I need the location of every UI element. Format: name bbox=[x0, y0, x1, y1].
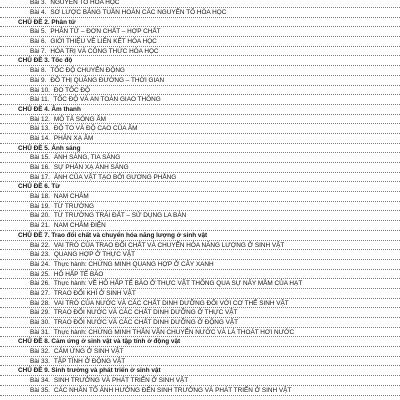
lesson-number: Bài 34. bbox=[30, 377, 50, 385]
lesson-title: CÁC NHÂN TỐ ẢNH HƯỞNG ĐẾN SINH TRƯỞNG VÀ PHÁT TRIỂN Ở SINH VẬT bbox=[53, 386, 292, 394]
lesson-title: SỰ PHẢN XẠ ÁNH SÁNG bbox=[53, 164, 129, 171]
lesson-number: Bài 3. bbox=[30, 0, 47, 6]
lesson-entry bbox=[0, 318, 400, 328]
lesson-number: Bài 22. bbox=[30, 241, 50, 249]
lesson-entry bbox=[0, 357, 400, 367]
lesson-entry bbox=[0, 279, 400, 289]
chapter-title: CHỦ ĐỀ 9. Sinh trưởng và phát triển ở sinh vật bbox=[18, 367, 161, 375]
lesson-number: Bài 16. bbox=[30, 164, 50, 171]
chapter-heading bbox=[0, 182, 400, 192]
lesson-title: TẬP TÍNH Ở ĐỘNG VẬT bbox=[53, 357, 126, 365]
lesson-title: ĐỘ TO VÀ ĐỘ CAO CỦA ÂM bbox=[53, 125, 138, 133]
lesson-entry bbox=[0, 115, 400, 125]
lesson-title: PHẢN XẠ ÂM bbox=[53, 134, 94, 142]
lesson-title: QUANG HỢP Ở THỰC VẬT bbox=[53, 251, 136, 259]
lesson-number: Bài 17. bbox=[30, 173, 50, 181]
lesson-entry bbox=[0, 134, 400, 144]
lesson-number: Bài 29. bbox=[30, 309, 50, 317]
chapter-title: CHỦ ĐỀ 4. Âm thanh bbox=[18, 105, 81, 113]
chapter-heading bbox=[0, 144, 400, 154]
lesson-title: NGUYÊN TỐ HÓA HỌC bbox=[50, 0, 120, 6]
lesson-title: TRAO ĐỔI NƯỚC VÀ CÁC CHẤT DINH DƯỠNG Ở THỰC VẬT bbox=[53, 309, 238, 317]
lesson-entry bbox=[0, 124, 400, 134]
lesson-number: Bài 7. bbox=[30, 47, 47, 55]
chapter-title: CHỦ ĐỀ 5. Ánh sáng bbox=[18, 144, 81, 152]
lesson-number: Bài 13. bbox=[30, 125, 50, 133]
lesson-entry bbox=[0, 173, 400, 183]
lesson-title: ĐO TỐC ĐỘ bbox=[53, 86, 91, 94]
lesson-title: PHÂN TỬ – ĐƠN CHẤT – HỢP CHẤT bbox=[50, 28, 161, 36]
lesson-title: ÁNH SÁNG, TIA SÁNG bbox=[53, 154, 121, 162]
lesson-title: NAM CHÂM bbox=[53, 193, 89, 201]
lesson-entry bbox=[0, 241, 400, 251]
lesson-title: GIỚI THIỆU VỀ LIÊN KẾT HÓA HỌC bbox=[50, 38, 157, 46]
lesson-entry bbox=[0, 8, 400, 18]
lesson-number: Bài 18. bbox=[30, 193, 50, 201]
lesson-title: HÔ HẤP TẾ BÀO bbox=[53, 270, 104, 278]
lesson-number: Bài 4. bbox=[30, 9, 47, 16]
lesson-title: VAI TRÒ CỦA TRAO ĐỔI CHẤT VÀ CHUYỂN HÓA NĂNG LƯỢNG Ở SINH VẬT bbox=[53, 241, 285, 249]
lesson-entry bbox=[0, 250, 400, 260]
lesson-number: Bài 33. bbox=[30, 357, 50, 365]
lesson-title: Thực hành: VỀ HÔ HẤP TẾ BÀO Ở THỰC VẬT THÔNG QUA SỰ NẢY MẦM CỦA HẠT bbox=[53, 280, 303, 288]
chapter-heading bbox=[0, 18, 400, 28]
lesson-entry bbox=[0, 376, 400, 386]
lesson-entry bbox=[0, 86, 400, 96]
lesson-number: Bài 25. bbox=[30, 270, 50, 278]
lesson-entry bbox=[0, 260, 400, 270]
lesson-title: VAI TRÒ CỦA NƯỚC VÀ CÁC CHẤT DINH DƯỠNG ĐỐI VỚI CƠ THỂ SINH VẬT bbox=[53, 299, 289, 307]
lesson-number: Bài 9. bbox=[30, 76, 47, 84]
lesson-entry bbox=[0, 289, 400, 299]
lesson-title: TỪ TRƯỜNG TRÁI ĐẤT – SỬ DỤNG LA BÀN bbox=[53, 212, 187, 220]
chapter-heading bbox=[0, 105, 400, 115]
lesson-entry bbox=[0, 270, 400, 280]
lesson-number: Bài 27. bbox=[30, 289, 50, 297]
lesson-entry bbox=[0, 95, 400, 105]
lesson-entry bbox=[0, 76, 400, 86]
lesson-title: HÓA TRỊ VÀ CÔNG THỨC HÓA HỌC bbox=[50, 47, 159, 55]
lesson-entry bbox=[0, 202, 400, 212]
lesson-title: CẢM ỨNG Ở SINH VẬT bbox=[53, 348, 124, 356]
chapter-title: CHỦ ĐỀ 6. Từ bbox=[18, 183, 60, 191]
lesson-number: Bài 20. bbox=[30, 212, 50, 220]
lesson-entry bbox=[0, 211, 400, 221]
chapter-heading bbox=[0, 337, 400, 347]
lesson-number: Bài 6. bbox=[30, 38, 47, 46]
lesson-number: Bài 15. bbox=[30, 154, 50, 162]
lesson-number: Bài 10. bbox=[30, 86, 50, 94]
lesson-entry bbox=[0, 37, 400, 47]
lesson-entry bbox=[0, 386, 400, 396]
chapter-title: CHỦ ĐỀ 2. Phân tử bbox=[18, 18, 76, 26]
lesson-number: Bài 24. bbox=[30, 260, 50, 268]
lesson-entry bbox=[0, 0, 400, 8]
lesson-entry bbox=[0, 308, 400, 318]
lesson-entry bbox=[0, 153, 400, 163]
lesson-title: TỐC ĐỘ CHUYỂN ĐỘNG bbox=[50, 67, 125, 75]
chapter-heading bbox=[0, 366, 400, 376]
lesson-number: Bài 35. bbox=[30, 386, 50, 394]
lesson-entry bbox=[0, 27, 400, 37]
lesson-title: TỪ TRƯỜNG bbox=[53, 202, 94, 210]
chapter-title: CHỦ ĐỀ 7. Trao đổi chất và chuyển hóa năng lượng ở sinh vật bbox=[18, 231, 208, 239]
lesson-title: ẢNH CỦA VẬT TẠO BỞI GƯƠNG PHẲNG bbox=[53, 173, 177, 181]
lesson-title: ĐỒ THỊ QUÃNG ĐƯỜNG – THỜI GIAN bbox=[50, 76, 165, 84]
lesson-number: Bài 21. bbox=[30, 222, 50, 230]
lesson-title: SƠ LƯỢC BẢNG TUẦN HOÀN CÁC NGUYÊN TỐ HÓA HỌC bbox=[50, 9, 227, 16]
lesson-entry bbox=[0, 347, 400, 357]
lesson-title: Thực hành: CHỨNG MINH THÂN VẬN CHUYỂN NƯỚC VÀ LÁ THOÁT HƠI NƯỚC bbox=[53, 328, 295, 336]
lesson-number: Bài 12. bbox=[30, 115, 50, 123]
lesson-number: Bài 28. bbox=[30, 299, 50, 307]
lesson-number: Bài 19. bbox=[30, 202, 50, 210]
lesson-entry bbox=[0, 328, 400, 338]
lesson-title: TỐC ĐỘ VÀ AN TOÀN GIAO THÔNG bbox=[53, 96, 161, 104]
lesson-entry bbox=[0, 192, 400, 202]
lesson-number: Bài 14. bbox=[30, 134, 50, 142]
lesson-title: NAM CHÂM ĐIỆN bbox=[53, 222, 106, 230]
lesson-title: Thực hành: CHỨNG MINH QUANG HỢP Ở CÂY XANH bbox=[53, 260, 214, 268]
lesson-number: Bài 8. bbox=[30, 67, 47, 75]
lesson-number: Bài 30. bbox=[30, 319, 50, 326]
chapter-title: CHỦ ĐỀ 8. Cảm ứng ở sinh vật và tập tính ở động vật bbox=[18, 338, 181, 346]
lesson-entry bbox=[0, 299, 400, 309]
chapter-heading bbox=[0, 56, 400, 66]
lesson-number: Bài 11. bbox=[30, 96, 50, 104]
lesson-entry bbox=[0, 163, 400, 173]
chapter-title: CHỦ ĐỀ 3. Tốc độ bbox=[18, 57, 73, 65]
chapter-heading bbox=[0, 231, 400, 241]
lesson-title: TRAO ĐỔI KHÍ Ở SINH VẬT bbox=[53, 289, 136, 297]
lesson-number: Bài 32. bbox=[30, 348, 50, 356]
lesson-entry bbox=[0, 47, 400, 57]
lesson-number: Bài 5. bbox=[30, 28, 47, 36]
lesson-title: MÔ TẢ SÓNG ÂM bbox=[53, 115, 106, 123]
lesson-entry bbox=[0, 66, 400, 76]
lesson-number: Bài 31. bbox=[30, 328, 50, 336]
lesson-title: SINH TRƯỞNG VÀ PHÁT TRIỂN Ở SINH VẬT bbox=[53, 377, 189, 385]
lesson-entry bbox=[0, 221, 400, 231]
lesson-title: TRAO ĐỔI NƯỚC VÀ CÁC CHẤT DINH DƯỠNG Ở ĐỘNG VẬT bbox=[53, 319, 239, 326]
lesson-number: Bài 26. bbox=[30, 280, 50, 288]
lesson-number: Bài 23. bbox=[30, 251, 50, 259]
